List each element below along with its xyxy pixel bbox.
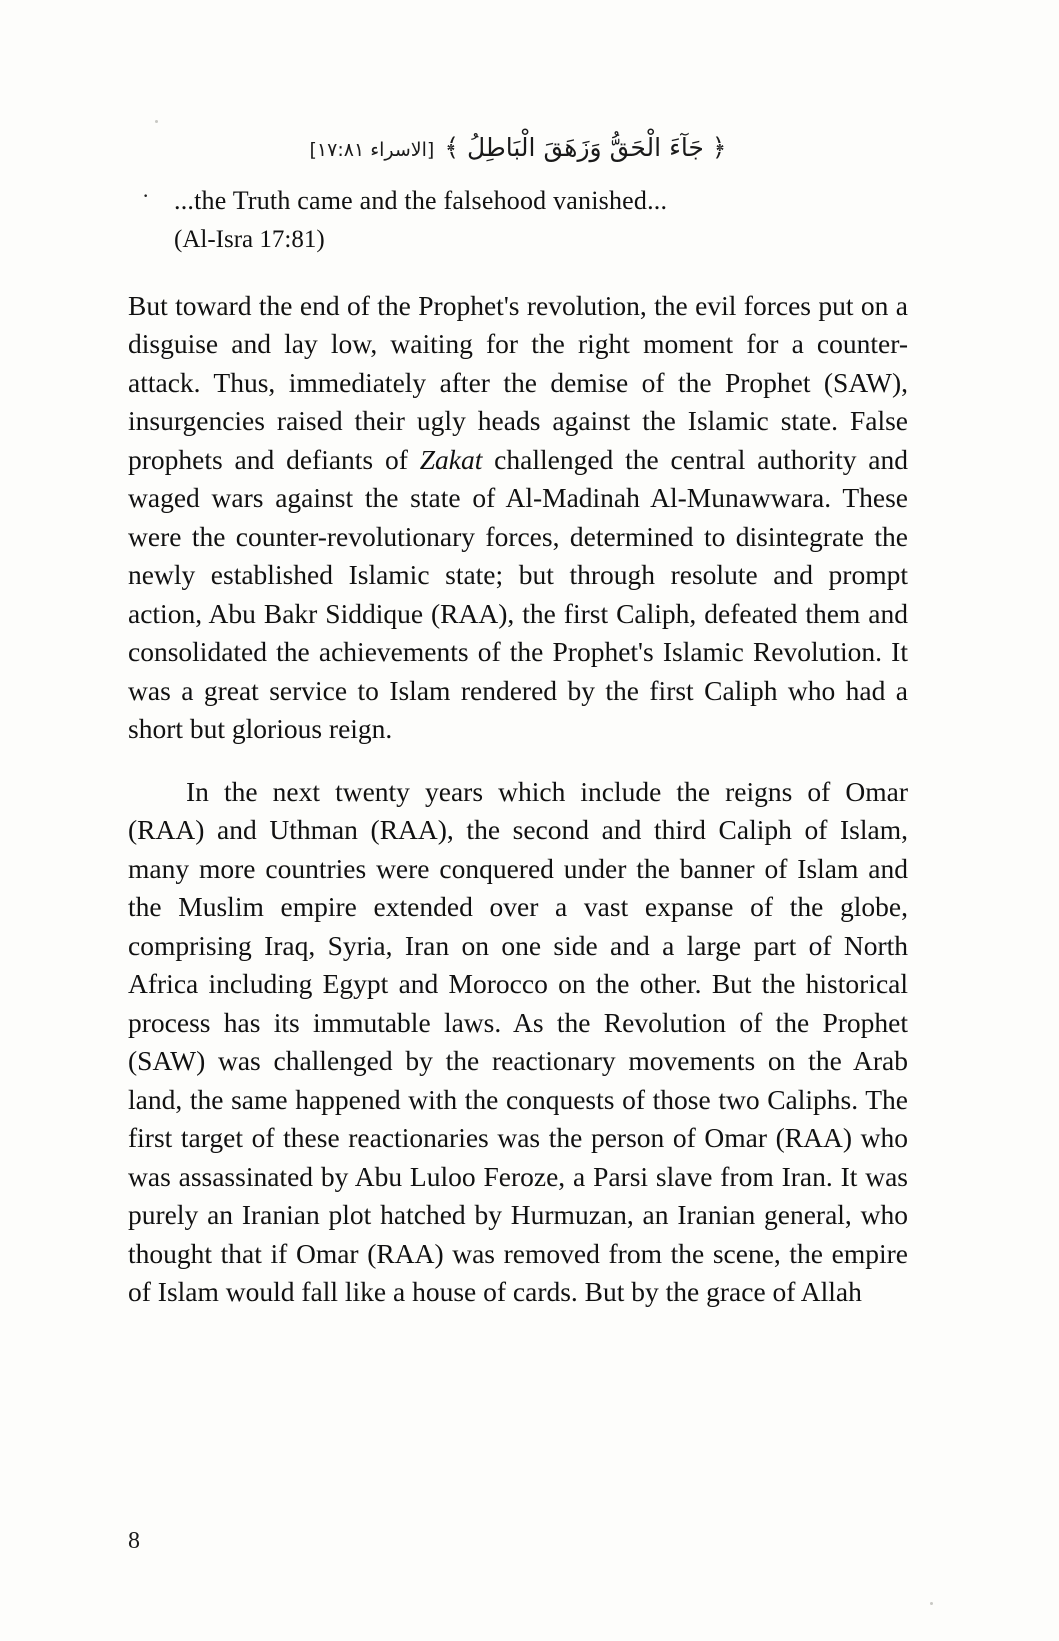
verse-source-citation: (Al-Isra 17:81) [174, 226, 325, 254]
emphasized-term: Zakat [419, 443, 483, 475]
verse-arabic-reference: [الاسراء ١٧:٨١] [309, 139, 435, 161]
text-run: But toward the end of the Prophet's revolution, the evil forces put on a disguise and lay low, waiting for the right moment for a counter-attack. Thus, immediately after the demise of the Prophet (SAW), insurgencies raised their ugly heads against the Islamic state. False prophets and defiants of [128, 289, 908, 475]
quran-verse-arabic [128, 128, 908, 168]
page-content [128, 128, 908, 1318]
text-run: In the next twenty years which include the reigns of Omar (RAA) and Uthman (RAA), the second and third Caliph of Islam, many more countries were conquered under the banner of Islam and the Muslim empire extended over a vast expanse of the globe, comprising Iraq, Syria, Iran on one side and a large part of North Africa including Egypt and Morocco on the other. But the historical process has its immutable laws. As the Revolution of the Prophet (SAW) was challenged by the reactionary movements on the Arab land, the same happened with the conquests of those two Caliphs. The first target of these reactionaries was the person of Omar (RAA) who was assassinated by Abu Luloo Feroze, a Parsi slave from Iran. It was purely an Iranian plot hatched by Hurmuzan, an Iranian general, who thought that if Omar (RAA) was removed from the scene, the empire of Islam would fall like a house of cards. But by the grace of Allah [128, 775, 908, 1308]
text-run: challenged the central authority and waged wars against the state of Al-Madinah Al-Munawwara. These were the counter-revolutionary forces, determined to disintegrate the newly established Islamic state; but through resolute and prompt action, Abu Bakr Siddique (RAA), the first Caliph, defeated them and consolidated the achievements of the Prophet's Islamic Revolution. It was a great service to Islam rendered by the first Caliph who had a short but glorious reign. [128, 443, 908, 745]
verse-arabic-text: ﴿ جَآءَ الْحَقُّ وَزَهَقَ الْبَاطِلُ ﴾ [444, 133, 727, 162]
para-1 [128, 287, 908, 749]
para-2 [128, 773, 908, 1312]
page-speck [155, 120, 158, 123]
body-text [128, 287, 908, 1312]
verse-translation-block [128, 182, 908, 259]
verse-translation-text: ...the Truth came and the falsehood vanished... [174, 186, 668, 215]
page-speck [930, 1602, 933, 1605]
bullet-marker: · [142, 183, 150, 208]
page-number: 8 [128, 1528, 140, 1554]
